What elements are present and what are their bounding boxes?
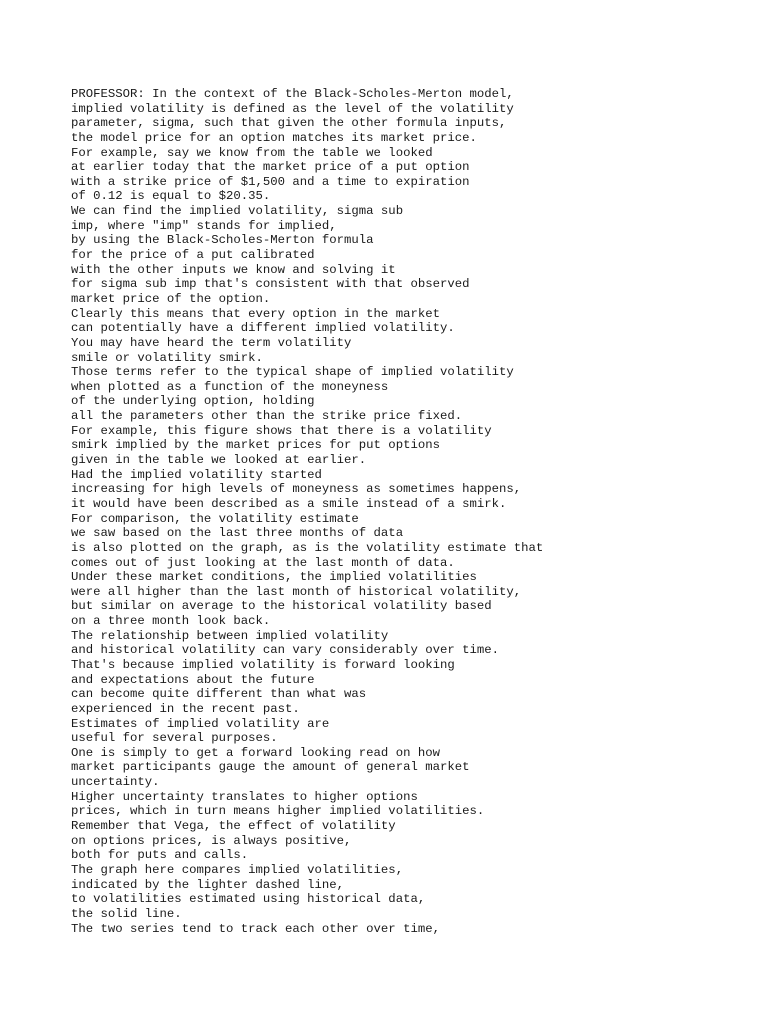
text-line: comes out of just looking at the last month of data. [71,555,455,570]
text-line: on options prices, is always positive, [71,833,352,848]
text-line: One is simply to get a forward looking read on how [71,745,440,760]
text-line: experienced in the recent past. [71,701,300,716]
text-line: For example, say we know from the table we looked [71,145,433,160]
text-line: useful for several purposes. [71,731,278,746]
text-line: implied volatility is defined as the level of the volatility [71,101,514,116]
text-line: at earlier today that the market price of a put option [71,160,470,175]
text-line: for the price of a put calibrated [71,248,315,263]
text-line: when plotted as a function of the moneyness [71,379,389,394]
text-line: is also plotted on the graph, as is the volatility estimate that [71,540,544,555]
text-line: That's because implied volatility is forward looking [71,657,455,672]
text-line: the solid line. [71,906,182,921]
text-line: increasing for high levels of moneyness as sometimes happens, [71,482,522,497]
text-line: Had the implied volatility started [71,467,322,482]
text-line: of the underlying option, holding [71,394,315,409]
text-line: to volatilities estimated using historical data, [71,892,426,907]
text-line: the model price for an option matches its market price. [71,130,477,145]
text-line: can become quite different than what was [71,687,367,702]
text-line: Remember that Vega, the effect of volatility [71,819,396,834]
text-line: for sigma sub imp that's consistent with that observed [71,277,470,292]
text-line: market participants gauge the amount of general market [71,760,470,775]
text-line: with a strike price of $1,500 and a time to expiration [71,174,470,189]
text-line: imp, where "imp" stands for implied, [71,218,337,233]
text-line: we saw based on the last three months of data [71,526,404,541]
text-line: of 0.12 is equal to $20.35. [71,189,271,204]
text-line: Clearly this means that every option in the market [71,306,440,321]
text-line: parameter, sigma, such that given the other formula inputs, [71,116,507,131]
text-line: and historical volatility can vary considerably over time. [71,643,500,658]
text-line: all the parameters other than the strike price fixed. [71,409,463,424]
text-line: We can find the implied volatility, sigma sub [71,204,404,219]
text-line: Estimates of implied volatility are [71,716,330,731]
text-line: The relationship between implied volatility [71,628,389,643]
text-line: and expectations about the future [71,672,315,687]
text-line: can potentially have a different implied volatility. [71,321,455,336]
text-line: For comparison, the volatility estimate [71,511,359,526]
text-line: uncertainty. [71,775,160,790]
text-line: prices, which in turn means higher implied volatilities. [71,804,485,819]
text-line: Under these market conditions, the implied volatilities [71,570,477,585]
text-line: by using the Black-Scholes-Merton formula [71,233,374,248]
text-line: You may have heard the term volatility [71,335,352,350]
text-line: PROFESSOR: In the context of the Black-Scholes-Merton model, [71,87,514,101]
text-line: were all higher than the last month of historical volatility, [71,584,522,599]
text-line: indicated by the lighter dashed line, [71,877,345,892]
text-line: Higher uncertainty translates to higher options [71,789,418,804]
text-line: but similar on average to the historical volatility based [71,599,492,614]
text-line: Those terms refer to the typical shape of implied volatility [71,365,514,380]
transcript-text [71,87,731,936]
text-line: The graph here compares implied volatilities, [71,862,404,877]
text-line: smirk implied by the market prices for put options [71,438,440,453]
text-line: smile or volatility smirk. [71,350,263,365]
text-line: with the other inputs we know and solving it [71,262,396,277]
text-line: both for puts and calls. [71,848,249,863]
text-line: it would have been described as a smile instead of a smirk. [71,496,507,511]
text-line: on a three month look back. [71,614,271,629]
text-line: market price of the option. [71,291,271,306]
text-line: For example, this figure shows that there is a volatility [71,423,492,438]
text-line: given in the table we looked at earlier. [71,453,367,468]
text-line: The two series tend to track each other over time, [71,921,440,936]
